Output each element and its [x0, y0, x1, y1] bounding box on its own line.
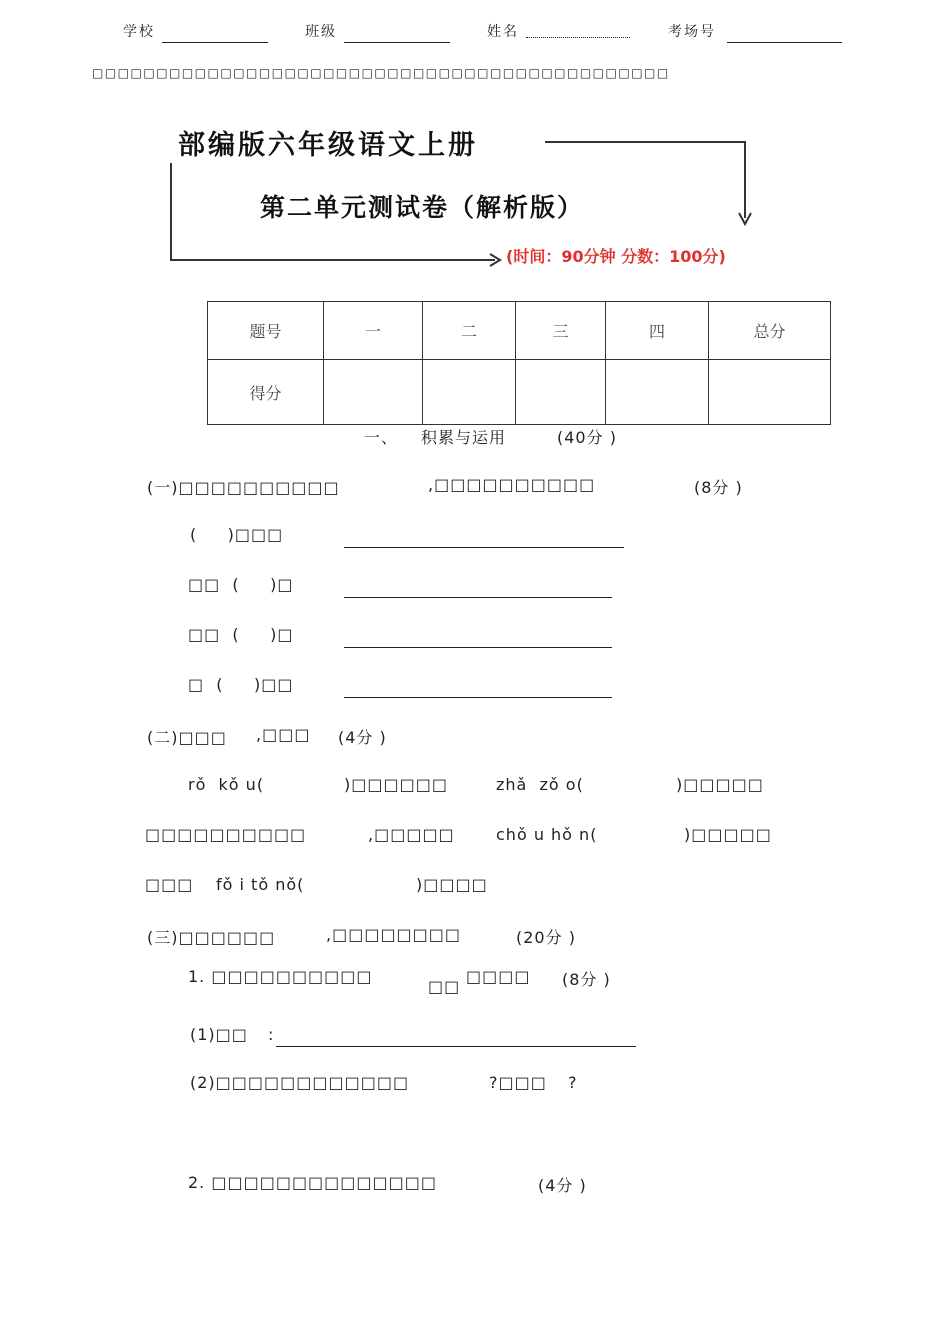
- q2-text-b: ,□□□: [256, 725, 311, 744]
- q3-1-1-answer-line[interactable]: [276, 1046, 636, 1047]
- q1-points: (8分 ): [694, 478, 743, 497]
- q1-answer-line[interactable]: [344, 547, 624, 548]
- table-cell: 一: [324, 302, 423, 360]
- pinyin-text: rǒ kǒ u(: [188, 775, 265, 794]
- q3-2-points: (4分 ): [538, 1176, 587, 1195]
- pinyin-text: zhǎ zǒ o(: [496, 775, 584, 794]
- q1-item: ( )□□□: [190, 525, 284, 544]
- q3-1-text: 1. □□□□□□□□□□: [188, 967, 373, 986]
- pinyin-text: fǒ i tǒ nǒ(: [216, 875, 305, 894]
- notice-line: □□□□□□□□□□□□□□□□□□□□□□□□□□□□□□□□□□□□□□□□□□□□□: [92, 66, 670, 80]
- q3-1-2-end: ?: [568, 1073, 578, 1092]
- score-cell[interactable]: [606, 360, 709, 425]
- table-cell: 总分: [709, 302, 831, 360]
- table-cell: 得分: [208, 360, 324, 425]
- table-cell: 三: [516, 302, 606, 360]
- class-label: 班级: [305, 24, 337, 40]
- section-points: (40分 ): [557, 428, 617, 447]
- q2-text: ,□□□□□: [368, 825, 455, 844]
- q1-answer-line[interactable]: [344, 647, 612, 648]
- score-cell[interactable]: [516, 360, 606, 425]
- q2-text: (二)□□□: [147, 728, 227, 747]
- q2-text: )□□□□□: [676, 775, 764, 794]
- q1-item: □ ( )□□: [188, 675, 294, 694]
- q3-1-2-mid: ?□□□: [489, 1073, 547, 1092]
- section-title: 积累与运用: [421, 428, 507, 447]
- table-row: [208, 302, 831, 360]
- q3-1-points: (8分 ): [562, 970, 611, 989]
- school-label: 学校: [123, 24, 155, 40]
- name-label: 姓名: [487, 24, 519, 40]
- q2-text: )□□□□□: [684, 825, 772, 844]
- q1-text-b: ,□□□□□□□□□□: [428, 475, 596, 494]
- pinyin-text: chǒ u hǒ n(: [496, 825, 598, 844]
- q3-1-1-label: (1)□□: [190, 1025, 248, 1044]
- q3-1-2-text: (2)□□□□□□□□□□□□: [190, 1073, 410, 1092]
- q3-2-text: 2. □□□□□□□□□□□□□□: [188, 1173, 437, 1192]
- table-cell: 四: [606, 302, 709, 360]
- q3-text: (三)□□□□□□: [147, 928, 276, 947]
- q3-1-tail: □□□□: [466, 967, 531, 986]
- table-cell: 题号: [208, 302, 324, 360]
- title-line-2: 第二单元测试卷（解析版）: [260, 193, 585, 222]
- q2-text: )□□□□□□: [344, 775, 448, 794]
- q2-text: □□□□□□□□□□: [145, 825, 307, 844]
- q1-item: □□ ( )□: [188, 625, 294, 644]
- q3-1-1-colon: :: [268, 1025, 275, 1044]
- time-score-info: (时间：90分钟 分数：100分): [506, 247, 726, 266]
- exam-room-label: 考场号: [668, 24, 716, 40]
- score-cell[interactable]: [709, 360, 831, 425]
- score-table: [207, 301, 831, 425]
- table-cell: 二: [423, 302, 516, 360]
- q2-text: □□□: [145, 875, 194, 894]
- table-row: [208, 360, 831, 425]
- score-cell[interactable]: [324, 360, 423, 425]
- score-cell[interactable]: [423, 360, 516, 425]
- q3-text-b: ,□□□□□□□□: [326, 925, 462, 944]
- q3-1-middle: □□: [428, 977, 461, 996]
- section-number: 一、: [364, 428, 399, 447]
- q1-text: (一)□□□□□□□□□□: [147, 478, 340, 497]
- q1-item: □□ ( )□: [188, 575, 294, 594]
- q1-answer-line[interactable]: [344, 597, 612, 598]
- q2-points: (4分 ): [338, 728, 387, 747]
- q1-answer-line[interactable]: [344, 697, 612, 698]
- title-line-1: 部编版六年级语文上册: [178, 130, 478, 161]
- q3-points: (20分 ): [516, 928, 576, 947]
- q2-text: )□□□□: [416, 875, 488, 894]
